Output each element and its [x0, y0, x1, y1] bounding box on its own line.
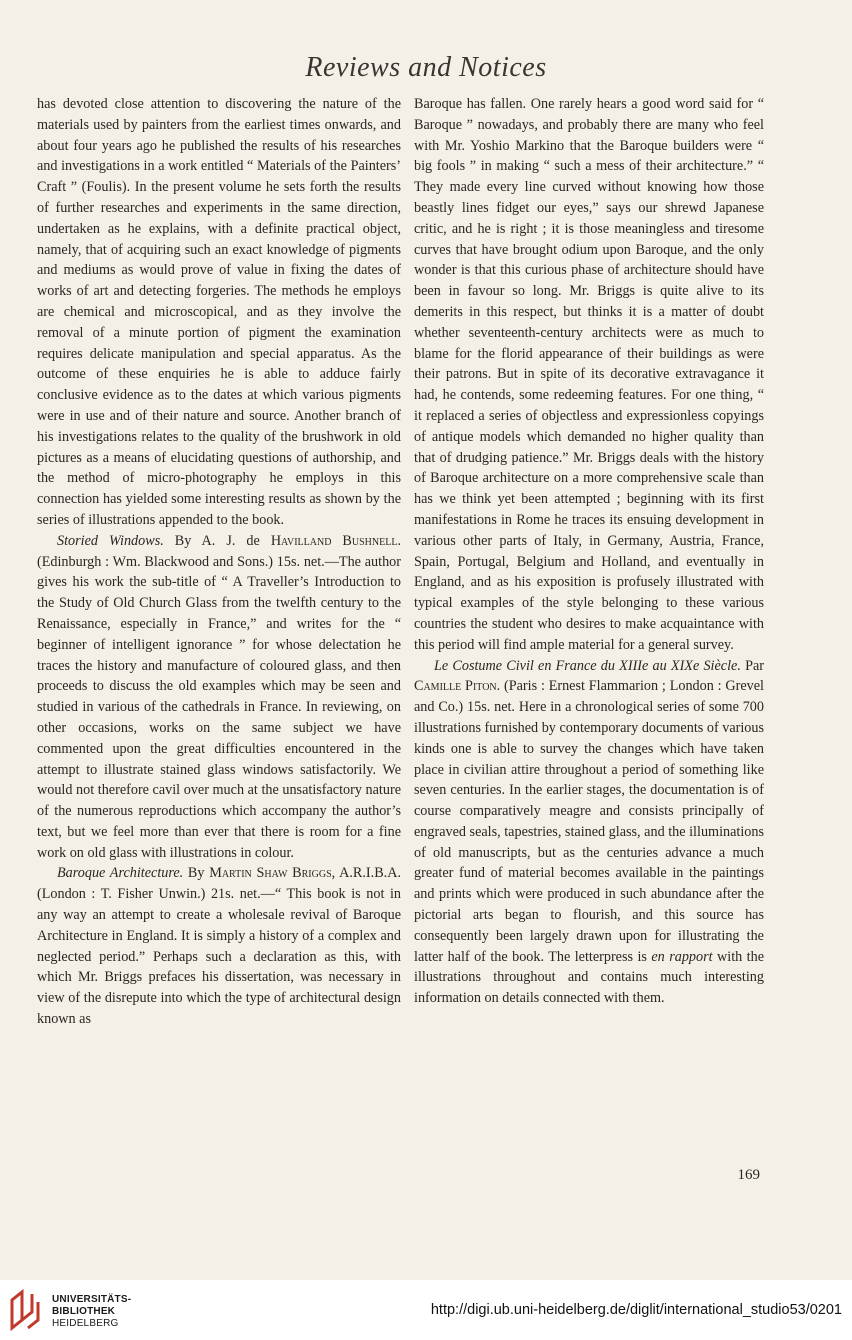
- review-byline: By: [183, 865, 210, 882]
- review-author: Havilland Bushnell.: [270, 532, 401, 549]
- right-column: [414, 94, 764, 1009]
- library-line-3: HEIDELBERG: [52, 1318, 119, 1329]
- review-author: Martin Shaw Briggs, A.R.I.B.A.: [209, 865, 401, 882]
- intro-paragraph: has devoted close attention to discovering the nature of the materials used by painters from the earliest times onwards, and about four years ago he published the results of his researches and investigations in a work entitled “ Materials of the Painters’ Craft ” (Foulis). In the present volume he sets forth the results of further researches and experiments in the same direction, undertaken as he explains, with a definite practical object, namely, that of acquiring such an exact knowledge of pigments and mediums as would prove of value in fixing the dates of works of art and detecting forgeries. The methods he employs are chemical and microscopical, and as they involve the removal of a minute portion of pigment the examination requires delicate manipulation and special apparatus. As the outcome of these enquiries he is able to adduce fairly conclusive evidence as to the dates at which various pigments were in use and of their nature and source. Another branch of his investigations relates to the quality of the brushwork in old pictures as a means of elucidating questions of authorship, and the method of micro-photography he employs in this connection has yielded some interesting results as shown by the series of illustrations appended to the book.: [37, 96, 401, 528]
- library-logo-icon: [8, 1288, 42, 1332]
- library-name: [52, 1294, 131, 1330]
- review-byline: By A. J. de: [163, 532, 271, 549]
- library-line-2: BIBLIOTHEK: [52, 1306, 116, 1317]
- running-title: Reviews and Notices: [305, 52, 547, 83]
- review-text-end: with the illustrations throughout and contains much interesting information on details connected with them.: [414, 948, 765, 1007]
- review-title: Le Costume Civil en France du XIIIe au XIXe Siècle.: [434, 657, 741, 674]
- review-text: (Edinburgh : Wm. Blackwood and Sons.) 15s. net.—The author gives his work the sub-title of “ A Traveller’s Introduction to the Study of Old Church Glass from the twelfth century to the Renaissance, especially in France,” and writes for the “ beginner of intelligent ignorance ” for whose delectation he traces the history and manufacture of coloured glass, and then proceeds to discuss the old examples which may be seen and studied in various of the cathedrals in France. In reviewing, on other occasions, works on the same subject we have commented upon the great difficulties encountered in the attempt to illustrate stained glass windows satisfactorily. We would not therefore cavil over much at the unsatisfactory nature of the numerous reproductions which accompany the author’s text, but we feel more than ever that there is room for a fine work on old glass with illustrations in colour.: [37, 553, 401, 861]
- italic-phrase: en rapport: [651, 948, 713, 965]
- page-number: 169: [737, 1167, 760, 1183]
- review-text: (London : T. Fisher Unwin.) 21s. net.—“ This book is not in any way an attempt to create a wholesale revival of Baroque Architecture in England. It is simply a history of a complex and neglected period.” Perhaps such a declaration as this, with which Mr. Briggs prefaces his dissertation, was necessary in view of the disrepute into which the type of architectural design known as: [37, 886, 401, 1028]
- review-byline: Par: [740, 657, 764, 674]
- review-title: Storied Windows.: [57, 532, 164, 549]
- review-storied-windows: [37, 531, 401, 864]
- footer: [0, 1280, 852, 1340]
- source-url-link[interactable]: http://digi.ub.uni-heidelberg.de/diglit/international_studio53/0201: [430, 1302, 842, 1318]
- review-title: Baroque Architecture.: [57, 865, 184, 882]
- review-author: Camille Piton.: [414, 678, 501, 695]
- library-line-1: UNIVERSITÄTS-: [52, 1294, 132, 1305]
- review-baroque-architecture: [37, 863, 401, 1029]
- review-le-costume-civil: [414, 656, 764, 1010]
- review-text: (Paris : Ernest Flammarion ; London : Grevel and Co.) 15s. net. Here in a chronological series of some 700 illustrations furnished by contemporary documents of various kinds one is able to survey the changes which have taken place in civilian attire throughout a period of something like seven centuries. In the earlier stages, the documentation is of course comparatively meagre and consists principally of engraved seals, tapestries, stained glass, and the illuminations of old manuscripts, but as the centuries advance a much greater fund of material becomes available in the paintings and prints which were produced in such abundance after the pictorial arts began to flourish, and this source has consequently been largely drawn upon for illustrating the latter half of the book. The letterpress is: [414, 678, 765, 965]
- baroque-continued-paragraph: Baroque has fallen. One rarely hears a good word said for “ Baroque ” nowadays, and probably there are many who feel with Mr. Yoshio Markino that the Baroque builders were “ big fools ” in making “ such a mess of their architecture.” “ They made every line curved without knowing how those beastly lines fidget our eyes,” says our shrewd Japanese critic, and he is right ; it is those meaningless and tiresome curves that have brought odium upon Baroque, and the only wonder is that this curious phase of architecture should have been in favour so long. Mr. Briggs is quite alive to its demerits in this respect, but thinks it is a matter of doubt whether seventeenth-century architects were as much to blame for the florid appearance of their buildings as were their patrons. But in spite of its decorative extravagance it had, he contends, some redeeming features. For one thing, “ it replaced a series of objectless and expressionless copyings of antique models which demanded no higher quality than that of drudging patience.” Mr. Briggs deals with the history of Baroque architecture on a more comprehensive scale than has we think yet been attempted ; beginning with its first manifestations in Rome he traces its ensuing development in various other parts of Italy, in Germany, Austria, France, Spain, Portugal, Belgium and Holland, and eventually in England, and as his exposition is profusely illustrated with typical examples of the style belonging to these various countries the student who desires to make acquaintance with this period will find ample material for a general survey.: [414, 96, 764, 653]
- left-column: [37, 94, 401, 1030]
